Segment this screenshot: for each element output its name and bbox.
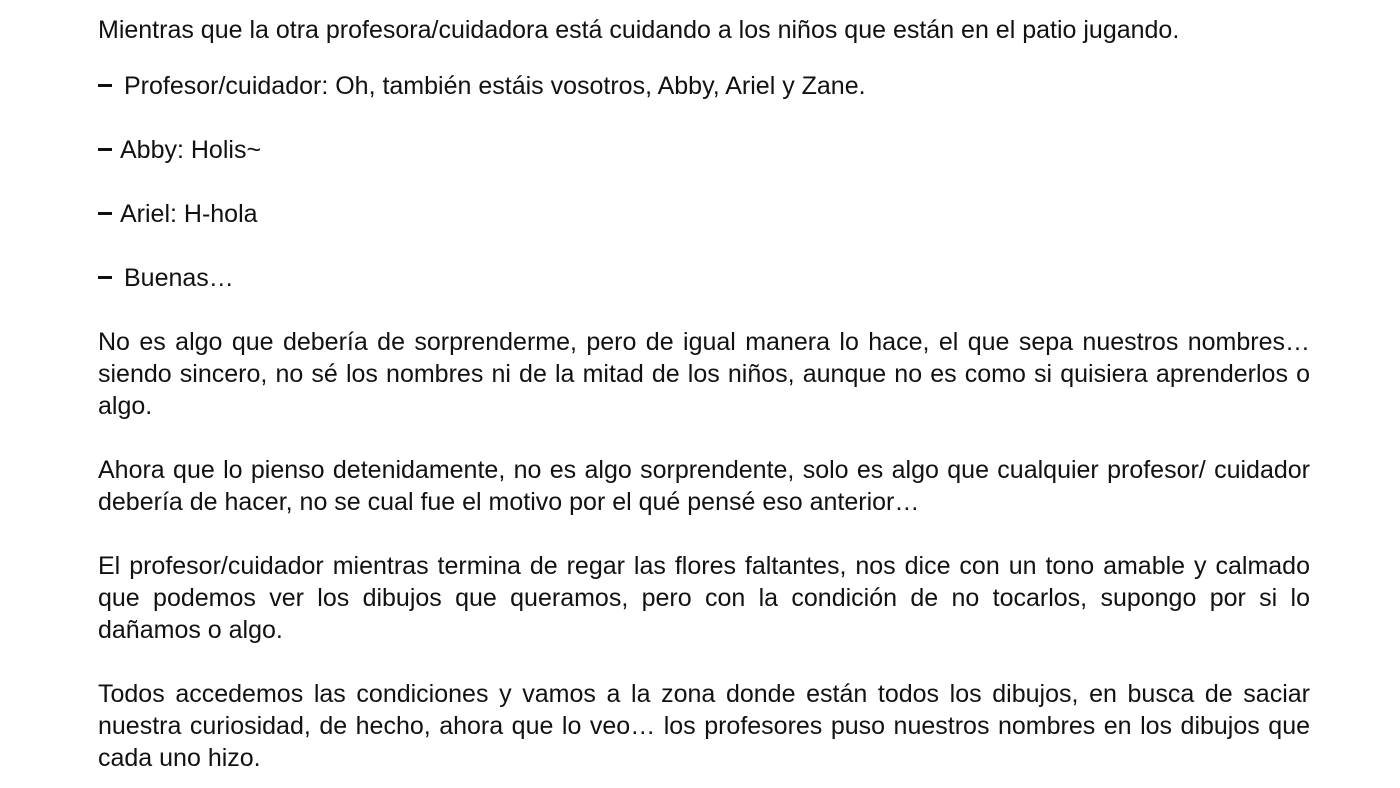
dialogue-line-teacher	[98, 70, 866, 102]
intro-line: Mientras que la otra profesora/cuidadora está cuidando a los niños que están en el patio jugando.	[98, 16, 1180, 44]
dialogue-text: Profesor/cuidador: Oh, también estáis vosotros, Abby, Ariel y Zane.	[124, 72, 866, 100]
paragraph-4: Todos accedemos las condiciones y vamos a la zona donde están todos los dibujos, en busca de saciar nuestra curiosidad, de hecho, ahora que lo veo… los profesores puso nuestros nombres en los dibujos que cada uno hizo.	[98, 680, 1310, 772]
paragraph-2: Ahora que lo pienso detenidamente, no es algo sorprendente, solo es algo que cualquier profesor/ cuidador debería de hacer, no se cual fue el motivo por el qué pensé eso anterior…	[98, 456, 1310, 516]
dash-icon	[98, 148, 112, 151]
dialogue-text: Abby: Holis~	[120, 136, 262, 164]
dialogue-line-abby	[98, 134, 261, 166]
document-page	[98, 0, 1310, 788]
dialogue-line-narrator	[98, 262, 234, 294]
dialogue-line-ariel	[98, 198, 258, 230]
paragraph-1: No es algo que debería de sorprenderme, pero de igual manera lo hace, el que sepa nuestros nombres… siendo sincero, no sé los nombres ni de la mitad de los niños, aunque no es como si quisiera aprenderlos o algo.	[98, 328, 1310, 420]
paragraph-3: El profesor/cuidador mientras termina de regar las flores faltantes, nos dice con un tono amable y calmado que podemos ver los dibujos que queramos, pero con la condición de no tocarlos, supongo por si lo dañamos o algo.	[98, 552, 1310, 644]
dialogue-text: Buenas…	[124, 264, 234, 292]
dialogue-text: Ariel: H-hola	[120, 200, 258, 228]
dash-icon	[98, 276, 112, 279]
dash-icon	[98, 84, 112, 87]
dash-icon	[98, 212, 112, 215]
